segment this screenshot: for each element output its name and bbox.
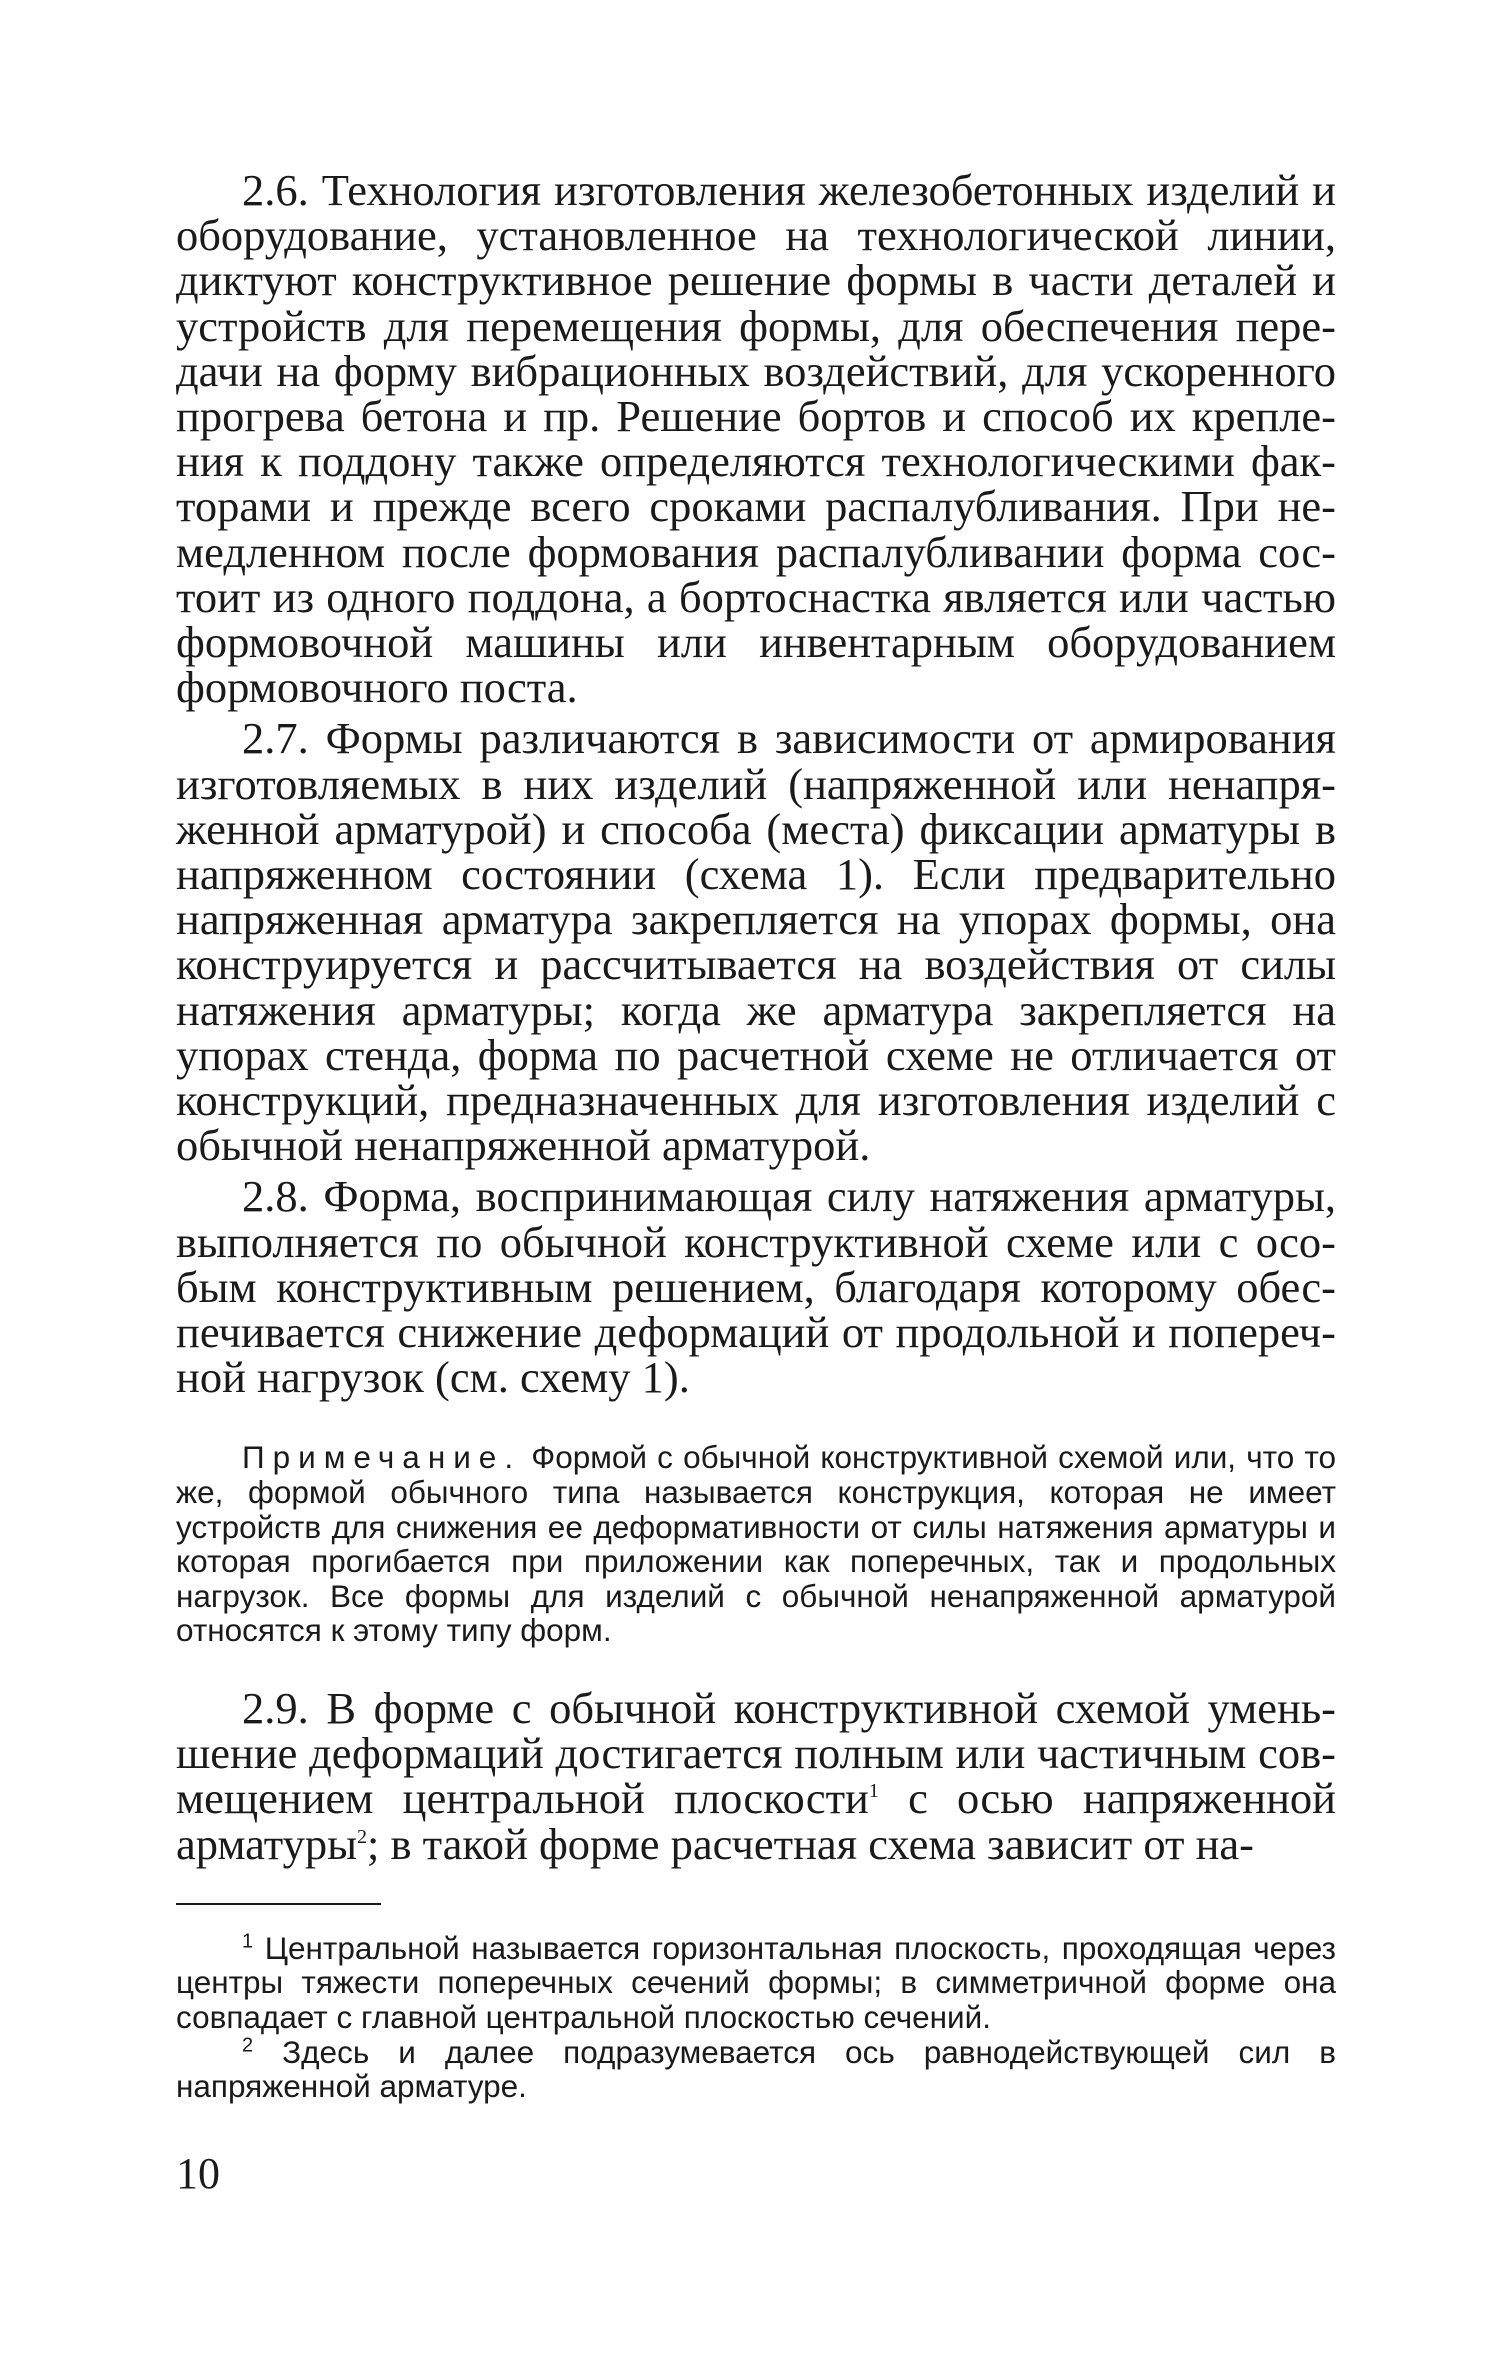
- footnote-2-mark: 2: [242, 2034, 254, 2057]
- paragraph-2-8: 2.8. Форма, воспринимающая силу натяжения арматуры, выполняется по обычной конструктивной схеме или с особым конструктивным решением, благодаря которому обеспечивается снижение деформаций от продольной и поперечной нагрузок (см. схему 1).: [176, 1171, 1336, 1403]
- footnote-ref-2[interactable]: 2: [357, 1825, 368, 1848]
- footnote-divider: [176, 1903, 381, 1905]
- paragraph-2-6: 2.6. Технология изготовления железобетонных изделий и оборудование, установленное на технологической линии, диктуют конструктивное решение формы в части деталей и устройств для перемещения формы, для обеспечения передачи на форму вибрационных воздействий, для ускоренного прогрева бетона и пр. Решение бортов и способ их крепления к поддону также определяются технологическими факторами и прежде всего сроками распалубливания. При немедленном после формования распалубливании форма состоит из одного поддона, а бортоснастка является или частью формовочной машины или инвентарным оборудованием формовочного поста.: [176, 165, 1336, 713]
- paragraph-2-9-part-2: с осью напряженной арматуры: [176, 1773, 1336, 1869]
- footnote-1-text: Центральной называется горизонтальная плоскость, проходящая через центры тяжести поперечных сечений формы; в симметричной форме она совпадает с главной центральной плоскостью сечений.: [176, 1929, 1336, 2036]
- paragraph-2-9-part-1: 2.9. В форме с обычной конструктивной схемой уменьшение деформаций достигается полным или частичным совмещением центральной плоскости: [176, 1683, 1336, 1824]
- paragraph-2-7: 2.7. Формы различаются в зависимости от армирования изготовляемых в них изделий (напряженной или ненапряженной арматурой) и способа (места) фиксации арматуры в напряженном состоянии (схема 1). Если предварительно напряженная арматура закрепляется на упорах формы, она конструируется и рассчитывается на воздействия от силы натяжения арматуры; когда же арматура закрепляется на упорах стенда, форма по расчетной схеме не отличается от конструкций, предназначенных для изготовления изделий с обычной ненапряженной арматурой.: [176, 713, 1336, 1171]
- note-label: Примечание.: [242, 1439, 522, 1476]
- footnote-1: [176, 1931, 1336, 2035]
- footnote-2: [176, 2035, 1336, 2104]
- footnote-1-mark: 1: [242, 1930, 254, 1953]
- note-block: [176, 1440, 1336, 1648]
- footnote-ref-1[interactable]: 1: [868, 1780, 879, 1803]
- paragraph-2-9: [176, 1683, 1336, 1869]
- page-number: 10: [176, 2149, 220, 2198]
- paragraph-2-9-part-3: ; в такой форме расчетная схема зависит от на-: [367, 1818, 1254, 1869]
- page-body: [176, 165, 1336, 2105]
- note-text: Формой с обычной конструктивной схемой или, что то же, формой обычного типа называется конструкция, которая не имеет устройств для снижения ее деформативности от силы натяжения арматуры и которая прогибается при приложении как поперечных, так и продольных нагрузок. Все формы для изделий с обычной ненапряженной арматурой относятся к этому типу форм.: [176, 1439, 1336, 1649]
- footnote-2-text: Здесь и далее подразумевается ось равнодействующей сил в напряженной арматуре.: [176, 2033, 1336, 2105]
